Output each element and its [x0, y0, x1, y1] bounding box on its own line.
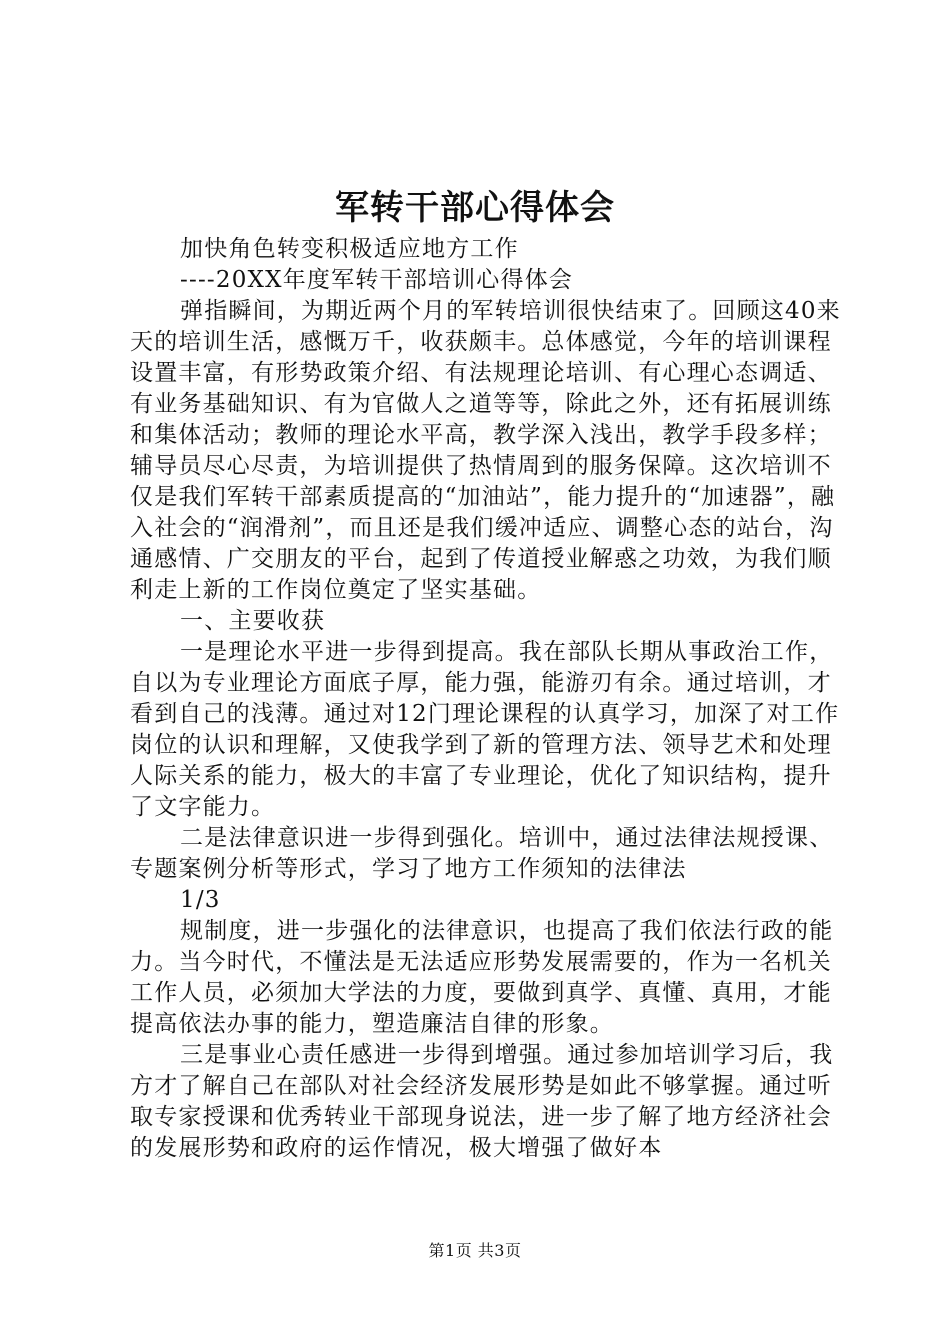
paragraph-law-continued: 规制度，进一步强化的法律意识，也提高了我们依法行政的能力。当今时代，不懂法是无法适应形势发展需要的，作为一名机关工作人员，必须加大学法的力度，要做到真学、真懂、真用，才能提高依法办事的能力，塑造廉洁自律的形象。 — [130, 918, 834, 1037]
page-footer: 第1页 共3页 — [428, 1241, 522, 1260]
paragraph-intro: 弹指瞬间，为期近两个月的军转培训很快结束了。回顾这40来天的培训生活，感慨万千，收获颇丰。总体感觉，今年的培训课程设置丰富，有形势政策介绍、有法规理论培训、有心理心态调适、有业务基础知识、有为官做人之道等等，除此之外，还有拓展训练和集体活动；教师的理论水平高，教学深入浅出，教学手段多样；辅导员尽心尽责，为培训提供了热情周到的服务保障。这次培训不仅是我们军转干部素质提高的“加油站”，能力提升的“加速器”，融入社会的“润滑剂”，而且还是我们缓冲适应、调整心态的站台，沟通感情、广交朋友的平台，起到了传道授业解惑之功效，为我们顺利走上新的工作岗位奠定了坚实基础。 — [130, 298, 841, 603]
page-marker: 1/3 — [180, 887, 221, 913]
section-heading: 一、主要收获 — [180, 608, 326, 634]
paragraph-law: 二是法律意识进一步得到强化。培训中，通过法律法规授课、专题案例分析等形式，学习了地方工作须知的法律法 — [130, 825, 834, 882]
paragraph-responsibility: 三是事业心责任感进一步得到增强。通过参加培训学习后，我方才了解自己在部队对社会经济发展形势是如此不够掌握。通过听取专家授课和优秀转业干部现身说法，进一步了解了地方经济社会的发展形势和政府的运作情况，极大增强了做好本 — [130, 1042, 834, 1161]
paragraph-theory: 一是理论水平进一步得到提高。我在部队长期从事政治工作，自以为专业理论方面底子厚，能力强，能游刃有余。通过培训，才看到自己的浅薄。通过对12门理论课程的认真学习，加深了对工作岗位的认识和理解，又使我学到了新的管理方法、领导艺术和处理人际关系的能力，极大的丰富了专业理论，优化了知识结构，提升了文字能力。 — [130, 639, 840, 820]
subtitle-line-2: ----20XX年度军转干部培训心得体会 — [180, 267, 574, 293]
subtitle: 加快角色转变积极适应地方工作 — [180, 236, 519, 262]
document-title: 军转干部心得体会 — [335, 188, 615, 228]
document-body — [130, 234, 850, 1164]
